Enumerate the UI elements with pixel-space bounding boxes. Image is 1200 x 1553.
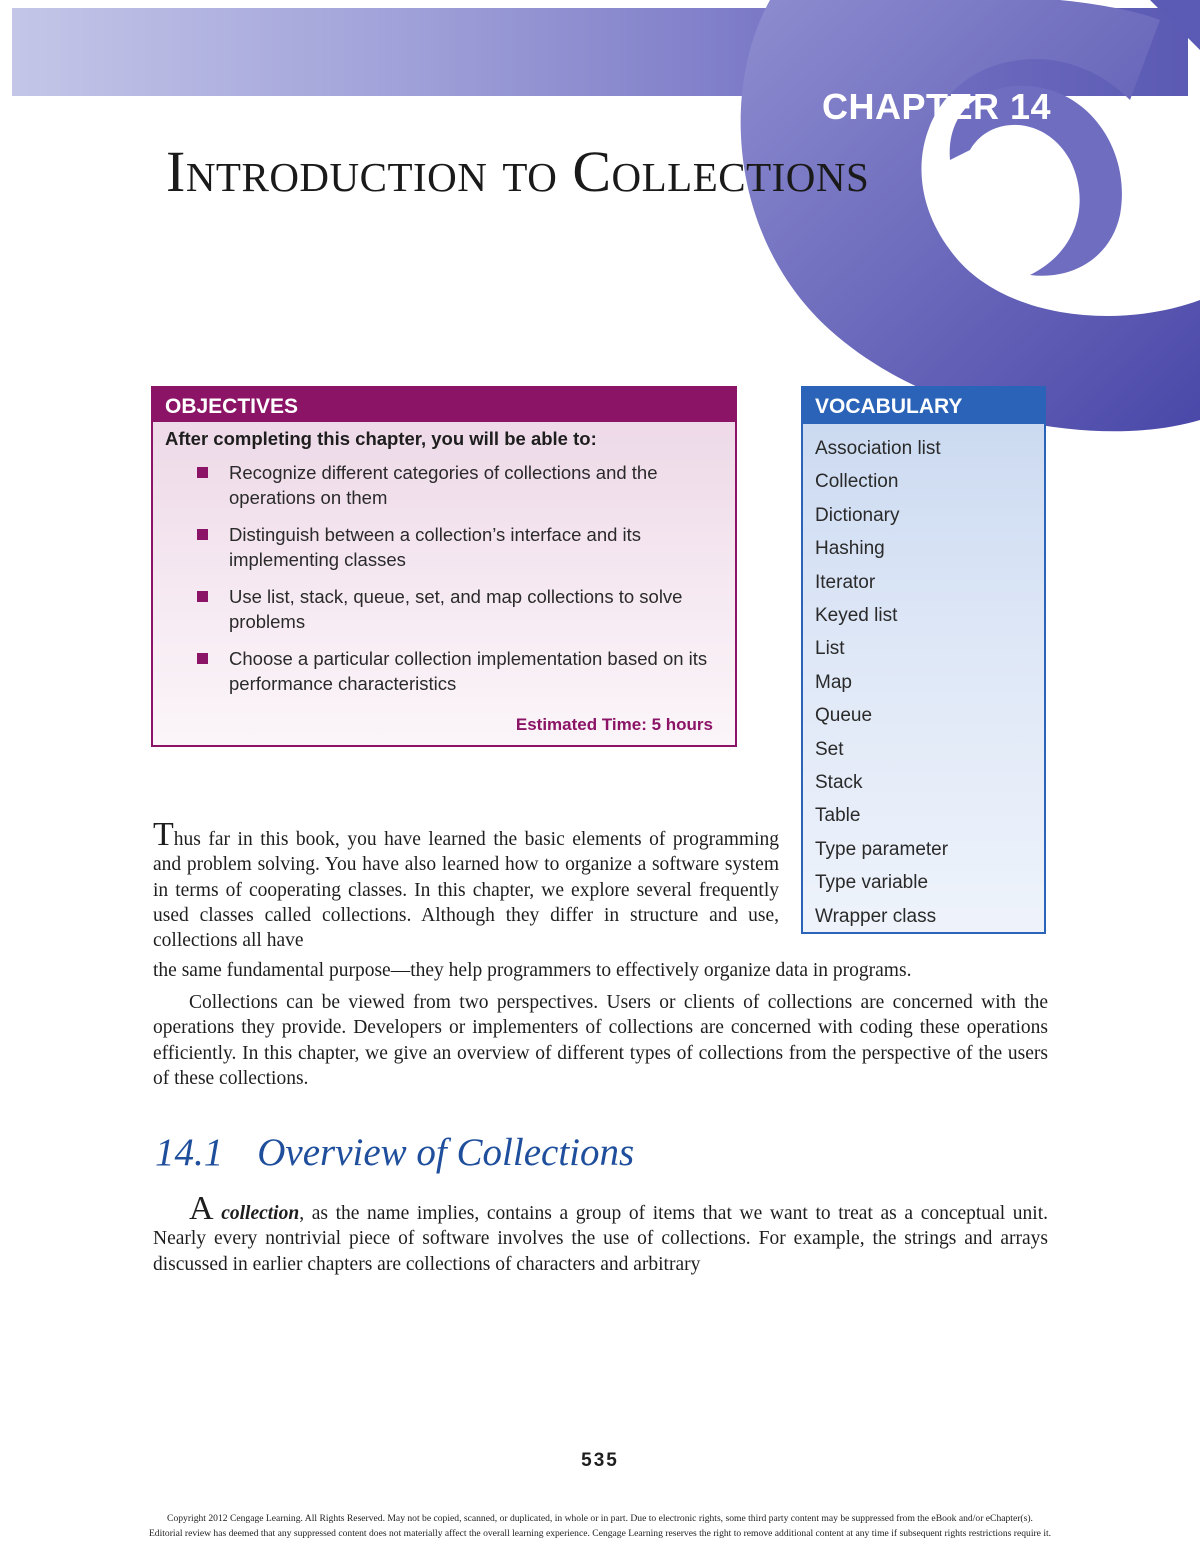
copyright-line: Editorial review has deemed that any suppressed content does not materially affect the overall learning experience. Cengage Learning reserves the right to remove additional content at any time if subsequent rights restrictions require it.	[148, 1528, 1052, 1539]
perspectives-paragraph: Collections can be viewed from two perspectives. Users or clients of collections are concerned with the operations they provide. Developers or implementers of collections are concerned with coding these operations efficiently. In this chapter, we give an overview of different types of collections from the perspective of the users of these collections.	[153, 992, 1048, 1089]
objective-item: Distinguish between a collection’s interface and its implementing classes	[153, 522, 735, 572]
objectives-intro: After completing this chapter, you will be able to:	[165, 428, 597, 449]
objectives-list	[153, 460, 735, 696]
vocabulary-term: Set	[815, 738, 844, 760]
vocabulary-term: Hashing	[815, 538, 885, 560]
chapter-label: CHAPTER 14	[822, 86, 1052, 127]
vocabulary-term: Association list	[815, 438, 941, 459]
vocabulary-heading: VOCABULARY	[803, 388, 1044, 424]
vocabulary-list	[803, 432, 1044, 933]
objective-item: Recognize different categories of collections and the operations on them	[153, 460, 735, 510]
square-bullet-icon	[197, 591, 208, 602]
vocabulary-term: Type parameter	[815, 838, 949, 860]
vocabulary-term: Collection	[815, 471, 899, 493]
vocabulary-term: Dictionary	[815, 504, 900, 526]
vocabulary-term: Wrapper class	[815, 905, 937, 927]
vocabulary-term: Type variable	[815, 872, 929, 894]
objective-item: Choose a particular collection implementation based on its performance characteristics	[153, 646, 735, 696]
section-title: Overview of Collections	[257, 1131, 635, 1174]
estimated-time: Estimated Time: 5 hours	[515, 715, 713, 734]
vocabulary-box	[801, 386, 1046, 934]
objectives-heading: OBJECTIVES	[153, 388, 735, 422]
overview-paragraph	[153, 1192, 1048, 1277]
copyright-notice	[40, 1511, 1160, 1541]
intro-paragraph	[153, 818, 779, 953]
square-bullet-icon	[197, 467, 208, 478]
section-heading	[155, 1130, 634, 1175]
objective-item: Use list, stack, queue, set, and map collections to solve problems	[153, 584, 735, 634]
vocabulary-term: Map	[815, 671, 852, 693]
square-bullet-icon	[197, 529, 208, 540]
intro-paragraph-tail: the same fundamental purpose—they help programmers to effectively organize data in programs.	[153, 960, 912, 981]
overview-paragraph-text: , as the name implies, contains a group of items that we want to treat as a conceptual unit. Nearly every nontrivial piece of software involves the use of collections. For example, the strings and arrays discussed in earlier chapters are collections of characters and arbitrary	[153, 1203, 1048, 1275]
vocabulary-term: Keyed list	[815, 605, 898, 627]
vocabulary-term: Queue	[815, 705, 873, 727]
drop-cap: A	[189, 1190, 214, 1227]
intro-paragraph-text: hus far in this book, you have learned the basic elements of programming and problem solving. You have also learned how to organize a software system in terms of cooperating classes. In this chapter, we explore several frequently used classes called collections. Although they differ in structure and use, collections all have	[153, 829, 779, 952]
vocabulary-term: List	[815, 638, 845, 660]
drop-cap: T	[153, 816, 174, 853]
vocabulary-term: Table	[815, 805, 861, 827]
copyright-line: Copyright 2012 Cengage Learning. All Rights Reserved. May not be copied, scanned, or duplicated, in whole or in part. Due to electronic rights, some third party content may be suppressed from the eBook and/or eChapter(s).	[167, 1513, 1033, 1524]
page-number: 535	[581, 1450, 619, 1471]
objectives-box	[151, 386, 737, 747]
square-bullet-icon	[197, 653, 208, 664]
chapter-title: Introduction to Collections	[166, 139, 870, 204]
vocabulary-term: Iterator	[815, 571, 876, 593]
key-term: collection	[221, 1203, 300, 1224]
vocabulary-term: Stack	[815, 772, 863, 794]
section-number: 14.1	[155, 1131, 224, 1174]
